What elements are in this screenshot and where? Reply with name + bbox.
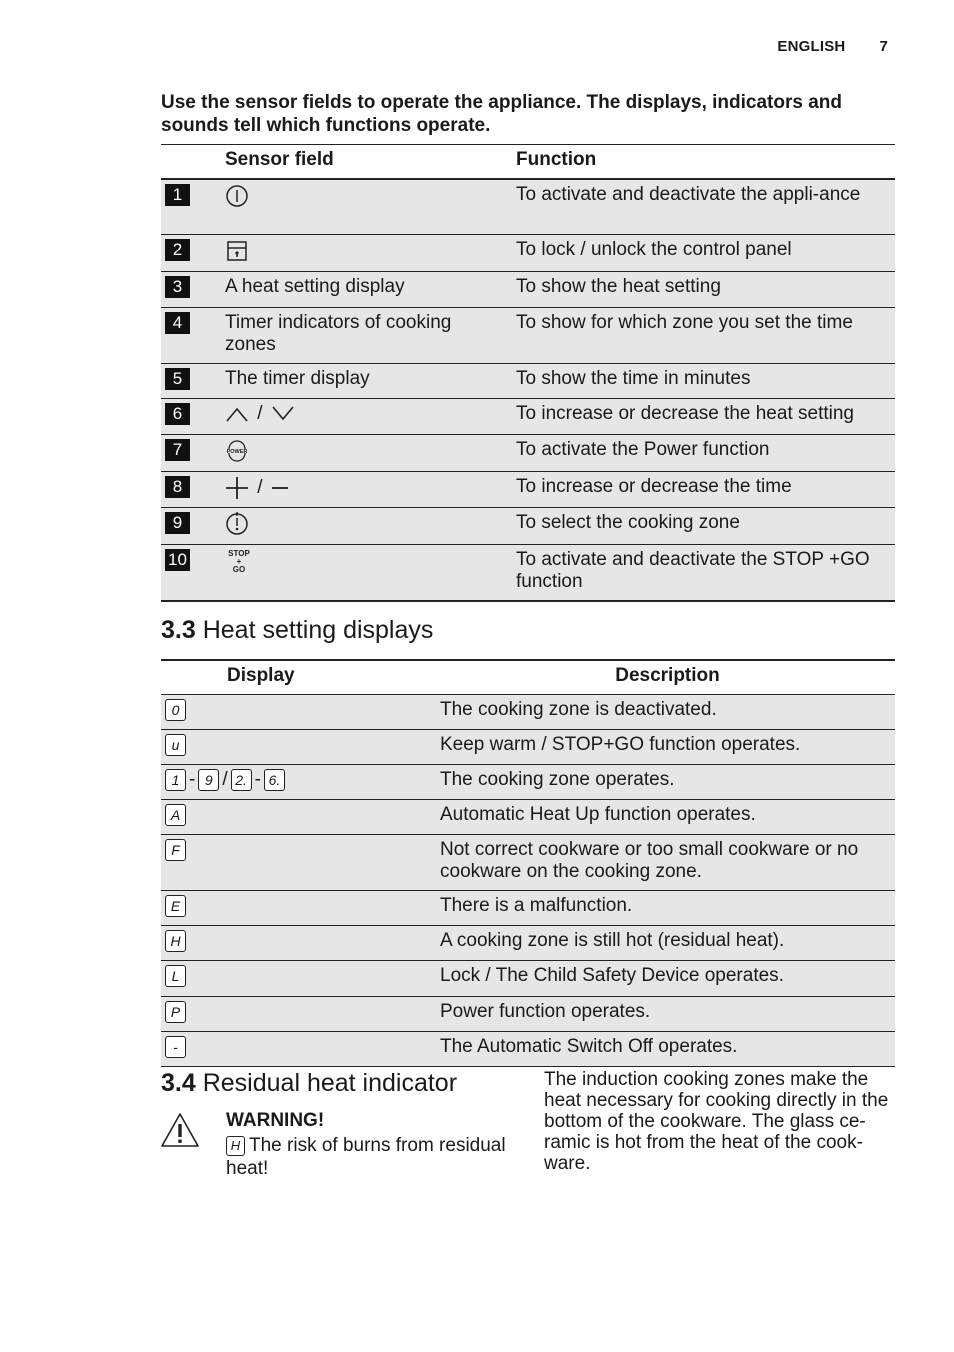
display-glyph: H	[165, 930, 186, 952]
dash-separator: -	[189, 768, 196, 790]
stop-go-icon-stop: STOP	[228, 549, 250, 558]
row-number: 10	[165, 549, 190, 571]
heat-setting-display-table	[161, 659, 895, 1067]
display-glyph: H	[226, 1136, 245, 1156]
number-column-header	[161, 145, 225, 179]
display-glyph: 9	[198, 769, 219, 791]
plus-minus-icon	[225, 476, 289, 500]
table-row	[161, 545, 895, 601]
table-row	[161, 799, 895, 834]
section-number: 3.4	[161, 1069, 196, 1097]
slash-separator: /	[222, 768, 228, 790]
function-header: Function	[516, 145, 895, 179]
display-glyph: P	[165, 1001, 186, 1023]
section-title: Heat setting displays	[202, 616, 434, 644]
page-number: 7	[879, 38, 888, 55]
display-header: Display	[161, 660, 440, 694]
display-glyph: 0	[165, 699, 186, 721]
display-glyph: A	[165, 804, 186, 826]
description-text: Lock / The Child Safety Device operates.	[440, 964, 784, 986]
function-text: To select the cooking zone	[516, 512, 740, 533]
warning-text	[226, 1134, 526, 1180]
table-row	[161, 435, 895, 472]
section-heading-3-4	[161, 1069, 457, 1098]
slash-separator: /	[257, 403, 263, 424]
row-number: 4	[165, 312, 190, 334]
description-text: The cooking zone operates.	[440, 768, 675, 790]
function-text: To show the heat setting	[516, 276, 721, 297]
table-row	[161, 1031, 895, 1066]
table-row	[161, 399, 895, 435]
sensor-text: A heat setting display	[225, 276, 405, 297]
description-header: Description	[440, 660, 895, 694]
cooking-zone-select-icon	[225, 512, 249, 542]
function-text: To show for which zone you set the time	[516, 312, 853, 333]
function-text: To show the time in minutes	[516, 368, 751, 389]
warning-body: The risk of burns from residual heat!	[226, 1135, 506, 1179]
table-row	[161, 834, 895, 890]
function-text: To increase or decrease the time	[516, 476, 792, 497]
lock-icon	[225, 239, 249, 269]
row-number: 8	[165, 476, 190, 498]
row-number: 2	[165, 239, 190, 261]
table-row	[161, 308, 895, 364]
language-label: ENGLISH	[777, 38, 846, 55]
table-row	[161, 925, 895, 960]
table-row	[161, 272, 895, 308]
description-text: Automatic Heat Up function operates.	[440, 803, 756, 825]
table-row	[161, 179, 895, 235]
display-glyph: 6.	[264, 769, 285, 791]
table-header-row	[161, 145, 895, 179]
dash-separator: -	[254, 768, 261, 790]
section-number: 3.3	[161, 616, 196, 644]
stop-go-icon-go: GO	[232, 565, 246, 574]
description-text: The cooking zone is deactivated.	[440, 698, 717, 720]
page-header	[777, 38, 888, 55]
table-header-row	[161, 660, 895, 694]
table-row	[161, 364, 895, 399]
sensor-text: The timer display	[225, 368, 370, 389]
table-row	[161, 508, 895, 545]
function-text: To activate and deactivate the appli-ance	[516, 183, 861, 205]
function-text: To increase or decrease the heat setting	[516, 403, 854, 424]
table-row	[161, 729, 895, 764]
table-row	[161, 960, 895, 996]
row-number: 9	[165, 512, 190, 534]
row-number: 6	[165, 403, 190, 425]
section-title: Residual heat indicator	[202, 1069, 458, 1097]
slash-separator: /	[257, 477, 263, 498]
description-text: There is a malfunction.	[440, 894, 633, 916]
induction-paragraph: The induction cooking zones make the heat necessary for cooking directly in the bottom of the cookware. The glass ce-ramic is hot from the heat of the cook-ware.	[544, 1069, 889, 1174]
table-row	[161, 890, 895, 925]
sensor-field-table	[161, 144, 895, 602]
table-row	[161, 472, 895, 508]
row-number: 5	[165, 368, 190, 390]
display-glyph: u	[165, 734, 186, 756]
description-text: Not correct cookware or too small cookware or no cookware on the cooking zone.	[440, 838, 859, 882]
power-on-off-icon	[225, 184, 249, 214]
sensor-text: Timer indicators of cooking zones	[225, 312, 452, 355]
intro-text: Use the sensor fields to operate the appliance. The displays, indicators and sounds tell which functions operate.	[161, 92, 843, 136]
description-text: A cooking zone is still hot (residual heat).	[440, 929, 785, 951]
display-glyph: E	[165, 895, 186, 917]
description-text: The Automatic Switch Off operates.	[440, 1035, 738, 1057]
function-text: To lock / unlock the control panel	[516, 239, 792, 260]
stop-go-icon-plus: +	[236, 557, 242, 566]
display-glyph: -	[165, 1036, 186, 1058]
warning-triangle-icon	[160, 1112, 200, 1153]
section-heading-3-3	[161, 616, 433, 645]
power-boost-icon-label: POWER	[226, 449, 248, 455]
display-glyph: 2.	[231, 769, 252, 791]
up-down-chevron-icon	[225, 403, 295, 425]
power-boost-icon	[225, 439, 249, 469]
table-row	[161, 694, 895, 729]
description-text: Power function operates.	[440, 1000, 651, 1022]
row-number: 3	[165, 276, 190, 298]
warning-title: WARNING!	[226, 1110, 325, 1131]
stop-go-icon	[225, 549, 253, 581]
row-number: 7	[165, 439, 190, 461]
table-row	[161, 235, 895, 272]
description-text: Keep warm / STOP+GO function operates.	[440, 733, 801, 755]
row-number: 1	[165, 184, 190, 206]
function-text: To activate and deactivate the STOP +GO function	[516, 549, 870, 592]
sensor-field-header: Sensor field	[225, 145, 516, 179]
function-text: To activate the Power function	[516, 439, 770, 460]
display-glyph: 1	[165, 769, 186, 791]
display-glyph: L	[165, 965, 186, 987]
table-row	[161, 764, 895, 799]
display-glyph: F	[165, 839, 186, 861]
table-row	[161, 996, 895, 1031]
